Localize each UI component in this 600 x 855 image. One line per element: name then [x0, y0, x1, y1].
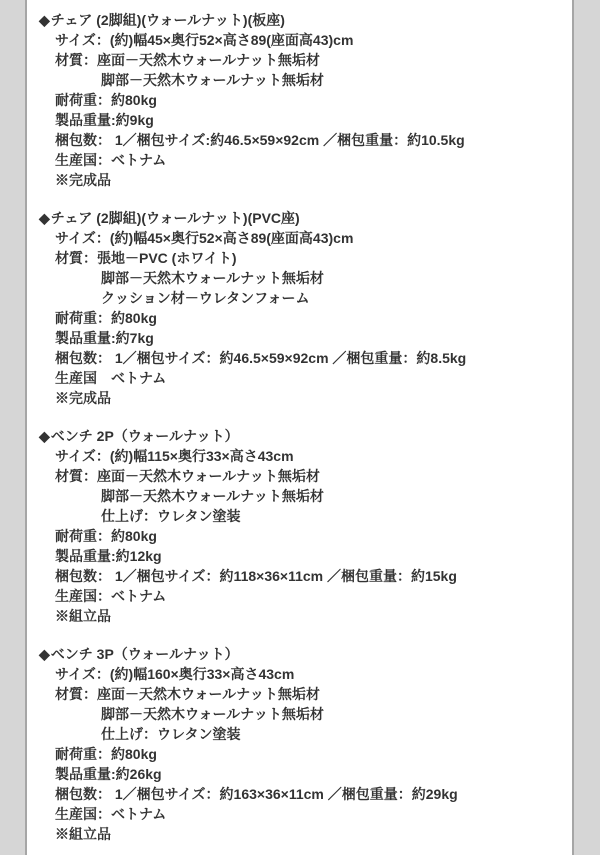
- spec-line: 耐荷重：約80kg: [55, 310, 157, 326]
- section-title: チェア (2脚組)(ウォールナット)(PVC座): [50, 210, 300, 226]
- spec-line: 脚部－天然木ウォールナット無垢材: [101, 72, 324, 88]
- spec-line: 脚部－天然木ウォールナット無垢材: [101, 270, 324, 286]
- spec-line: ※完成品: [55, 172, 111, 188]
- spec-line: 梱包数： 1／梱包サイズ：約118×36×11cm ／梱包重量：約15kg: [55, 568, 457, 584]
- section-header: [39, 644, 566, 664]
- spec-line: 材質：座面－天然木ウォールナット無垢材: [55, 686, 320, 702]
- spec-line: 梱包数： 1／梱包サイズ：約46.5×59×92cm ／梱包重量：約8.5kg: [55, 350, 467, 366]
- spec-section-2: [39, 208, 566, 408]
- spec-line: 材質：座面－天然木ウォールナット無垢材: [55, 468, 320, 484]
- diamond-bullet-icon: ◆: [39, 646, 50, 662]
- spec-line: 耐荷重：約80kg: [55, 528, 157, 544]
- spec-line: 生産国 ベトナム: [55, 370, 167, 386]
- spec-line: 製品重量:約9kg: [55, 112, 154, 128]
- spec-line: サイズ：(約)幅45×奥行52×高さ89(座面高43)cm: [55, 230, 354, 246]
- spec-line: 梱包数： 1／梱包サイズ：約163×36×11cm ／梱包重量：約29kg: [55, 786, 458, 802]
- spec-line: クッション材－ウレタンフォーム: [101, 290, 310, 306]
- section-title: ベンチ 2P（ウォールナット）: [50, 428, 239, 444]
- section-title: チェア (2脚組)(ウォールナット)(板座): [50, 12, 285, 28]
- spec-section-3: [39, 426, 566, 626]
- spec-line: 材質：座面－天然木ウォールナット無垢材: [55, 52, 320, 68]
- spec-line: ※組立品: [55, 826, 111, 842]
- spec-line: 耐荷重：約80kg: [55, 92, 157, 108]
- spec-line: 仕上げ：ウレタン塗装: [101, 508, 241, 524]
- section-header: [39, 10, 566, 30]
- spec-line: 生産国：ベトナム: [55, 588, 167, 604]
- spec-line: 製品重量:約7kg: [55, 330, 154, 346]
- spec-section-4: [39, 644, 566, 844]
- spec-line: 仕上げ：ウレタン塗装: [101, 726, 241, 742]
- section-header: [39, 426, 566, 446]
- spec-line: サイズ：(約)幅160×奥行33×高さ43cm: [55, 666, 295, 682]
- diamond-bullet-icon: ◆: [39, 210, 50, 226]
- spec-line: 耐荷重：約80kg: [55, 746, 157, 762]
- spec-line: 生産国：ベトナム: [55, 152, 167, 168]
- spec-line: サイズ：(約)幅115×奥行33×高さ43cm: [55, 448, 294, 464]
- spec-line: 脚部－天然木ウォールナット無垢材: [101, 488, 324, 504]
- section-title: ベンチ 3P（ウォールナット）: [50, 646, 239, 662]
- spec-line: 脚部－天然木ウォールナット無垢材: [101, 706, 324, 722]
- spec-sections: [27, 0, 572, 844]
- diamond-bullet-icon: ◆: [39, 12, 50, 28]
- spec-section-1: [39, 10, 566, 190]
- spec-line: 材質：張地－PVC (ホワイト): [55, 250, 237, 266]
- section-header: [39, 208, 566, 228]
- spec-line: 生産国：ベトナム: [55, 806, 167, 822]
- product-spec-panel: [25, 0, 574, 855]
- spec-line: ※組立品: [55, 608, 111, 624]
- diamond-bullet-icon: ◆: [39, 428, 50, 444]
- spec-line: サイズ：(約)幅45×奥行52×高さ89(座面高43)cm: [55, 32, 354, 48]
- spec-line: ※完成品: [55, 390, 111, 406]
- spec-line: 製品重量:約12kg: [55, 548, 162, 564]
- spec-line: 製品重量:約26kg: [55, 766, 162, 782]
- spec-line: 梱包数： 1／梱包サイズ:約46.5×59×92cm ／梱包重量：約10.5kg: [55, 132, 465, 148]
